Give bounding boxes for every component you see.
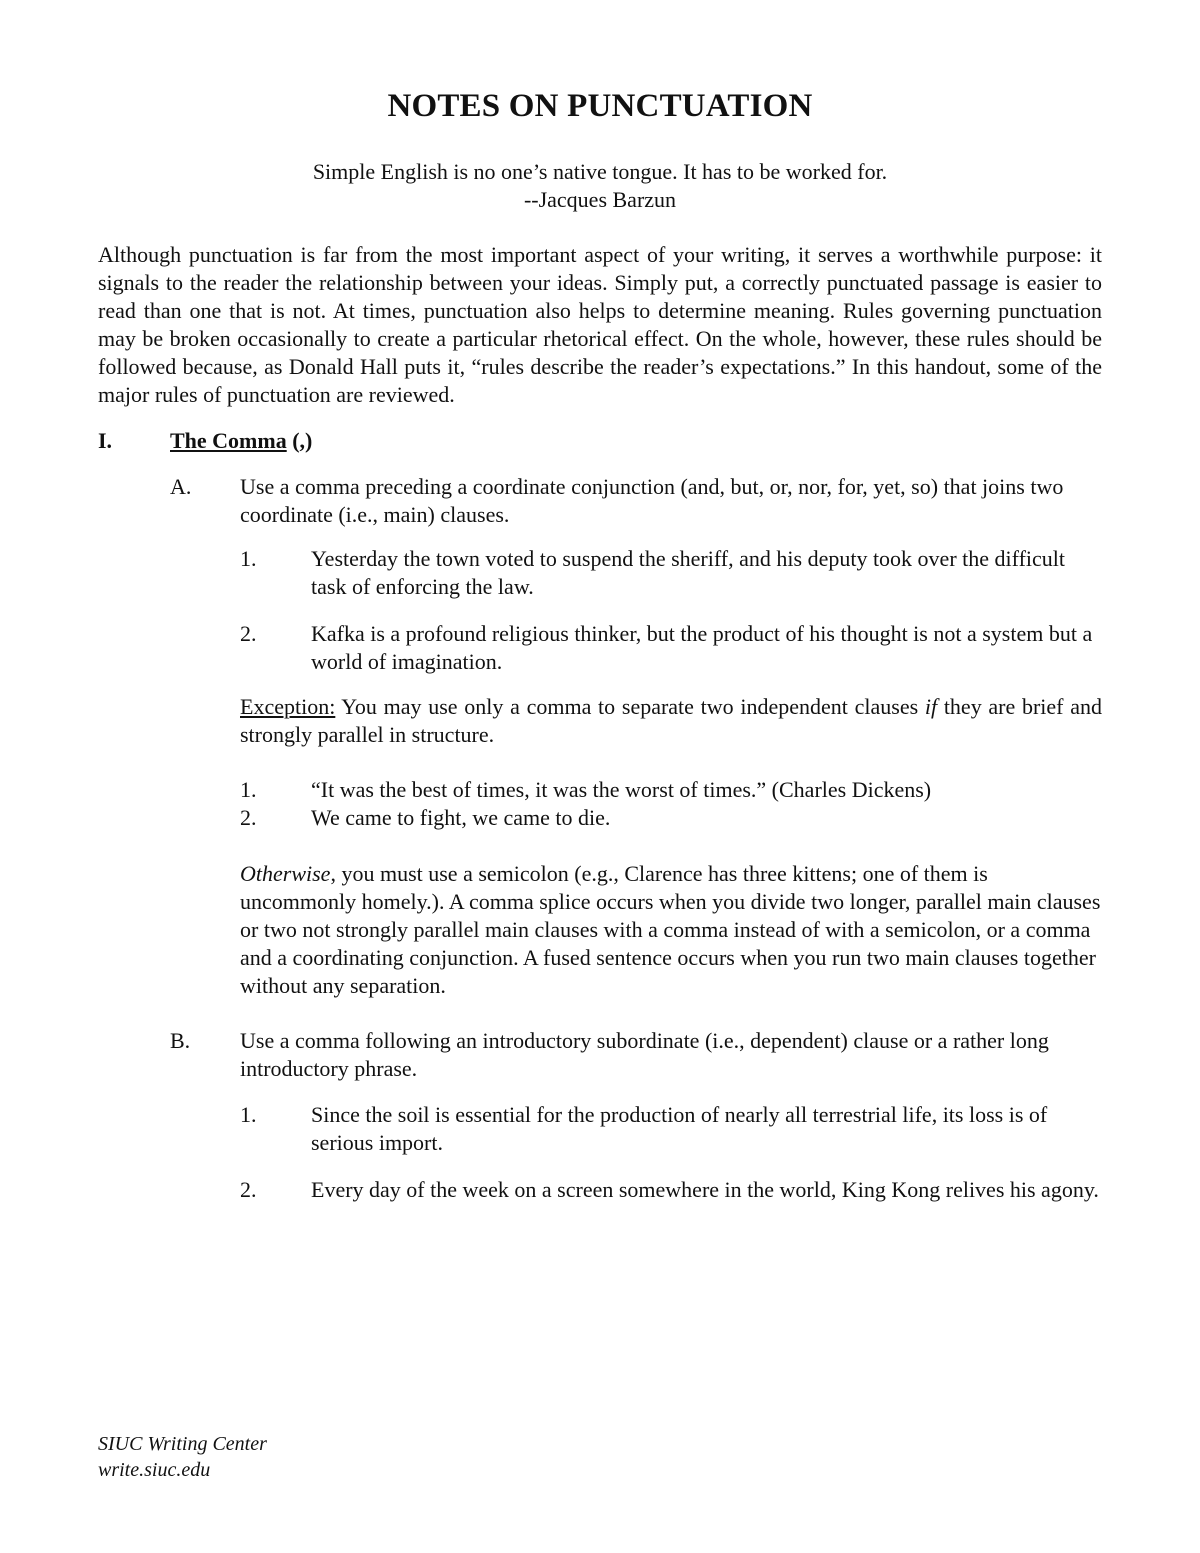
rule-a-example-2: Kafka is a profound religious thinker, but the product of his thought is not a system but a world of imagination. bbox=[311, 621, 1093, 674]
epigraph-attribution: --Jacques Barzun bbox=[523, 187, 677, 212]
intro-paragraph: Although punctuation is far from the most important aspect of your writing, it serves a worthwhile purpose: it signals to the reader the relationship between your ideas. Simply put, a correctly punctuated passage is easier to read than one that is not. At times, punctuation also helps to determine meaning. Rules governing punctuation may be broken occasionally to create a particular rhetorical effect. On the whole, however, these rules should be followed because, as Donald Hall puts it, “rules describe the reader’s expectations.” In this handout, some of the major rules of punctuation are reviewed. bbox=[98, 242, 1102, 407]
exception-emphasis: if bbox=[924, 694, 938, 719]
rule-b-example-2: Every day of the week on a screen somewhere in the world, King Kong relives his agony. bbox=[311, 1177, 1099, 1202]
rule-a-example-2-num: 2. bbox=[240, 621, 257, 646]
rule-b-text: Use a comma following an introductory subordinate (i.e., dependent) clause or a rather long introductory phrase. bbox=[240, 1028, 1049, 1081]
section-heading-text: The Comma bbox=[170, 428, 287, 453]
exception-example-1: “It was the best of times, it was the worst of times.” (Charles Dickens) bbox=[311, 777, 932, 802]
exception-example-1-num: 1. bbox=[240, 777, 257, 802]
rule-a-label: A. bbox=[170, 474, 192, 499]
rule-b-example-1-num: 1. bbox=[240, 1102, 257, 1127]
footer-org: SIUC Writing Center bbox=[98, 1433, 267, 1455]
rule-b-label: B. bbox=[170, 1028, 191, 1053]
otherwise-emphasis: Otherwise bbox=[240, 861, 331, 886]
footer-site: write.siuc.edu bbox=[98, 1459, 211, 1481]
rule-b-example-1: Since the soil is essential for the production of nearly all terrestrial life, its loss is of serious import. bbox=[311, 1102, 1048, 1155]
section-heading-suffix: (,) bbox=[286, 428, 313, 453]
exception-paragraph bbox=[240, 693, 1102, 749]
exception-label: Exception: bbox=[240, 694, 336, 719]
section-heading bbox=[170, 427, 312, 455]
exception-text-before: You may use only a comma to separate two independent clauses bbox=[335, 694, 925, 719]
otherwise-paragraph bbox=[240, 860, 1106, 1000]
rule-a-example-1-num: 1. bbox=[240, 546, 257, 571]
otherwise-text: , you must use a semicolon (e.g., Clarence has three kittens; one of them is uncommonly homely.). A comma splice occurs when you divide two longer, parallel main clauses or two not strongly parallel main clauses with a comma instead of with a semicolon, or a comma and a coordinating conjunction. A fused sentence occurs when you run two main clauses together without any separation. bbox=[240, 861, 1101, 998]
epigraph-quote: Simple English is no one’s native tongue. It has to be worked for. bbox=[312, 159, 888, 184]
rule-a-text: Use a comma preceding a coordinate conjunction (and, but, or, nor, for, yet, so) that joins two coordinate (i.e., main) clauses. bbox=[240, 474, 1064, 527]
rule-a-example-1: Yesterday the town voted to suspend the sheriff, and his deputy took over the difficult task of enforcing the law. bbox=[311, 546, 1065, 599]
exception-example-2: We came to fight, we came to die. bbox=[311, 805, 611, 830]
rule-b-example-2-num: 2. bbox=[240, 1177, 257, 1202]
exception-text-after: they are brief and strongly parallel in structure. bbox=[240, 694, 1102, 747]
exception-example-2-num: 2. bbox=[240, 805, 257, 830]
section-number: I. bbox=[98, 428, 113, 453]
page-title: NOTES ON PUNCTUATION bbox=[387, 88, 813, 124]
